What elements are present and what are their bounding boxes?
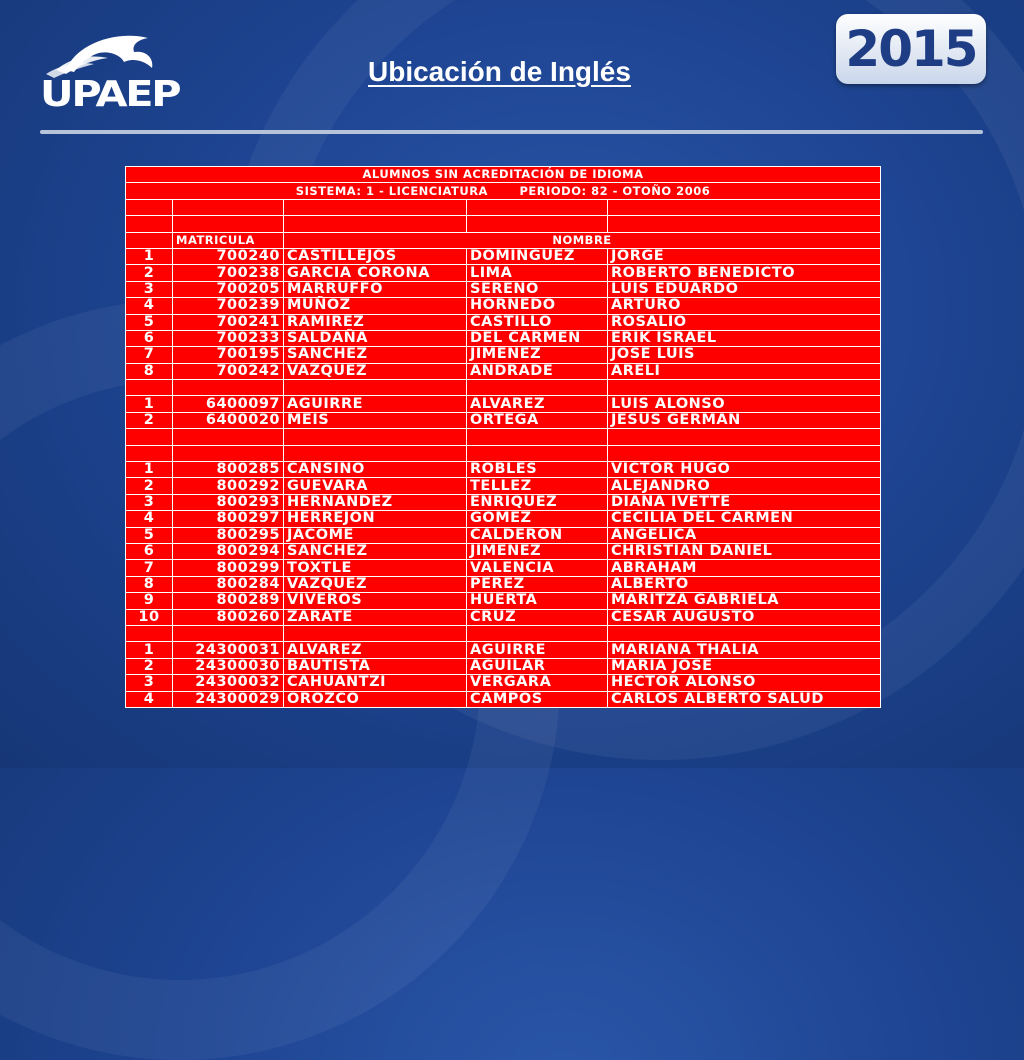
year-badge bbox=[836, 14, 986, 84]
row-surname-1 bbox=[284, 625, 467, 641]
table-row bbox=[126, 248, 881, 264]
row-surname-2 bbox=[467, 625, 608, 641]
row-given-names: ANGELICA bbox=[608, 527, 881, 543]
row-given-names bbox=[608, 429, 881, 445]
row-matricula: 6400020 bbox=[173, 412, 284, 428]
row-surname-2: ALVAREZ bbox=[467, 396, 608, 412]
row-surname-1 bbox=[284, 380, 467, 396]
row-given-names: ERIK ISRAEL bbox=[608, 330, 881, 346]
row-number: 7 bbox=[126, 347, 173, 363]
column-header-nombre: NOMBRE bbox=[284, 232, 881, 248]
row-number bbox=[126, 445, 173, 461]
row-surname-2: AGUILAR bbox=[467, 658, 608, 674]
row-surname-2: ROBLES bbox=[467, 462, 608, 478]
table-row bbox=[126, 494, 881, 510]
table-row bbox=[126, 380, 881, 396]
row-matricula: 6400097 bbox=[173, 396, 284, 412]
table-row bbox=[126, 281, 881, 297]
row-surname-1: GUEVARA bbox=[284, 478, 467, 494]
row-surname-1: MUÑOZ bbox=[284, 298, 467, 314]
row-surname-1: VAZQUEZ bbox=[284, 576, 467, 592]
row-surname-1: OROZCO bbox=[284, 691, 467, 707]
row-matricula: 700239 bbox=[173, 298, 284, 314]
row-surname-2: CAMPOS bbox=[467, 691, 608, 707]
row-given-names: JOSE LUIS bbox=[608, 347, 881, 363]
row-surname-1: VIVEROS bbox=[284, 593, 467, 609]
row-given-names bbox=[608, 380, 881, 396]
row-surname-1: AGUIRRE bbox=[284, 396, 467, 412]
row-matricula: 800284 bbox=[173, 576, 284, 592]
row-surname-2: CALDERON bbox=[467, 527, 608, 543]
row-given-names: ROBERTO BENEDICTO bbox=[608, 265, 881, 281]
row-matricula bbox=[173, 625, 284, 641]
row-matricula: 700240 bbox=[173, 248, 284, 264]
row-number bbox=[126, 625, 173, 641]
row-number: 4 bbox=[126, 298, 173, 314]
row-surname-1: SALDAÑA bbox=[284, 330, 467, 346]
row-surname-1: VAZQUEZ bbox=[284, 363, 467, 379]
row-surname-1: CAHUANTZI bbox=[284, 675, 467, 691]
row-given-names: DIANA IVETTE bbox=[608, 494, 881, 510]
row-matricula bbox=[173, 445, 284, 461]
row-given-names: CESAR AUGUSTO bbox=[608, 609, 881, 625]
row-given-names: ARELI bbox=[608, 363, 881, 379]
row-number: 6 bbox=[126, 543, 173, 559]
row-surname-2: HUERTA bbox=[467, 593, 608, 609]
row-given-names: JESUS GERMAN bbox=[608, 412, 881, 428]
table-row bbox=[126, 396, 881, 412]
table-row bbox=[126, 576, 881, 592]
row-matricula: 24300032 bbox=[173, 675, 284, 691]
row-matricula: 24300030 bbox=[173, 658, 284, 674]
row-surname-1: ZARATE bbox=[284, 609, 467, 625]
row-surname-2: JIMENEZ bbox=[467, 347, 608, 363]
row-matricula: 800295 bbox=[173, 527, 284, 543]
row-surname-1 bbox=[284, 445, 467, 461]
table-row bbox=[126, 330, 881, 346]
row-given-names: MARITZA GABRIELA bbox=[608, 593, 881, 609]
row-surname-2: AGUIRRE bbox=[467, 642, 608, 658]
row-number bbox=[126, 380, 173, 396]
row-matricula: 800293 bbox=[173, 494, 284, 510]
row-surname-2: DOMINGUEZ bbox=[467, 248, 608, 264]
row-number: 8 bbox=[126, 363, 173, 379]
column-header-matricula: MATRICULA bbox=[173, 232, 284, 248]
row-given-names: MARIA JOSE bbox=[608, 658, 881, 674]
row-surname-2 bbox=[467, 445, 608, 461]
badge-year-text: 2015 bbox=[845, 20, 977, 78]
row-surname-1: CASTILLEJOS bbox=[284, 248, 467, 264]
row-surname-2: DEL CARMEN bbox=[467, 330, 608, 346]
students-table bbox=[125, 166, 881, 708]
row-surname-1: SANCHEZ bbox=[284, 347, 467, 363]
row-number: 5 bbox=[126, 314, 173, 330]
row-given-names: LUIS ALONSO bbox=[608, 396, 881, 412]
row-number: 2 bbox=[126, 658, 173, 674]
row-surname-1: TOXTLE bbox=[284, 560, 467, 576]
row-number: 4 bbox=[126, 511, 173, 527]
row-surname-1: RAMIREZ bbox=[284, 314, 467, 330]
row-number: 4 bbox=[126, 691, 173, 707]
row-number: 8 bbox=[126, 576, 173, 592]
table-row bbox=[126, 593, 881, 609]
table-row bbox=[126, 560, 881, 576]
row-matricula: 700195 bbox=[173, 347, 284, 363]
row-given-names: MARIANA THALIA bbox=[608, 642, 881, 658]
table-row bbox=[126, 527, 881, 543]
row-surname-2: JIMENEZ bbox=[467, 543, 608, 559]
column-header-row bbox=[126, 232, 881, 248]
row-surname-2: VALENCIA bbox=[467, 560, 608, 576]
row-matricula bbox=[173, 429, 284, 445]
row-number bbox=[126, 429, 173, 445]
table-row bbox=[126, 625, 881, 641]
table-row bbox=[126, 363, 881, 379]
row-surname-1 bbox=[284, 429, 467, 445]
table-row bbox=[126, 429, 881, 445]
row-matricula: 700241 bbox=[173, 314, 284, 330]
row-surname-2 bbox=[467, 429, 608, 445]
page-title: Ubicación de Inglés bbox=[368, 56, 631, 87]
row-surname-1: BAUTISTA bbox=[284, 658, 467, 674]
row-given-names: ABRAHAM bbox=[608, 560, 881, 576]
row-surname-1: CANSINO bbox=[284, 462, 467, 478]
row-matricula: 24300029 bbox=[173, 691, 284, 707]
table-heading-row bbox=[126, 167, 881, 183]
row-matricula: 800289 bbox=[173, 593, 284, 609]
table-row bbox=[126, 265, 881, 281]
row-matricula: 800294 bbox=[173, 543, 284, 559]
row-number: 9 bbox=[126, 593, 173, 609]
row-surname-1: JACOME bbox=[284, 527, 467, 543]
row-number: 2 bbox=[126, 265, 173, 281]
row-surname-2: ENRIQUEZ bbox=[467, 494, 608, 510]
row-surname-2: ANDRADE bbox=[467, 363, 608, 379]
table-row bbox=[126, 412, 881, 428]
row-surname-2: ORTEGA bbox=[467, 412, 608, 428]
row-surname-1: HERNANDEZ bbox=[284, 494, 467, 510]
table-row bbox=[126, 511, 881, 527]
table-row bbox=[126, 658, 881, 674]
row-given-names: JORGE bbox=[608, 248, 881, 264]
row-given-names: HECTOR ALONSO bbox=[608, 675, 881, 691]
row-given-names: ARTURO bbox=[608, 298, 881, 314]
table-row bbox=[126, 298, 881, 314]
table-row bbox=[126, 199, 881, 215]
row-surname-1: HERREJON bbox=[284, 511, 467, 527]
row-number: 1 bbox=[126, 248, 173, 264]
row-number: 10 bbox=[126, 609, 173, 625]
row-number: 1 bbox=[126, 396, 173, 412]
table-row bbox=[126, 675, 881, 691]
row-matricula: 800297 bbox=[173, 511, 284, 527]
row-number: 7 bbox=[126, 560, 173, 576]
table-row bbox=[126, 543, 881, 559]
row-surname-2: CRUZ bbox=[467, 609, 608, 625]
row-number: 5 bbox=[126, 527, 173, 543]
row-given-names: VICTOR HUGO bbox=[608, 462, 881, 478]
row-number: 3 bbox=[126, 281, 173, 297]
row-surname-1: SANCHEZ bbox=[284, 543, 467, 559]
table-row bbox=[126, 609, 881, 625]
row-surname-1: MEIS bbox=[284, 412, 467, 428]
table-row bbox=[126, 478, 881, 494]
row-surname-1: ALVAREZ bbox=[284, 642, 467, 658]
logo-wordmark: UPAEP bbox=[40, 74, 180, 115]
row-number: 2 bbox=[126, 478, 173, 494]
row-matricula: 24300031 bbox=[173, 642, 284, 658]
row-matricula: 800260 bbox=[173, 609, 284, 625]
row-given-names: ROSALIO bbox=[608, 314, 881, 330]
row-matricula: 700238 bbox=[173, 265, 284, 281]
row-surname-2: HORNEDO bbox=[467, 298, 608, 314]
row-given-names bbox=[608, 625, 881, 641]
row-matricula: 800285 bbox=[173, 462, 284, 478]
row-surname-2: CASTILLO bbox=[467, 314, 608, 330]
row-given-names: LUIS EDUARDO bbox=[608, 281, 881, 297]
table-row bbox=[126, 642, 881, 658]
divider bbox=[40, 130, 983, 134]
row-matricula: 700205 bbox=[173, 281, 284, 297]
row-surname-2 bbox=[467, 380, 608, 396]
row-given-names: CECILIA DEL CARMEN bbox=[608, 511, 881, 527]
row-matricula: 700242 bbox=[173, 363, 284, 379]
row-number: 6 bbox=[126, 330, 173, 346]
row-surname-1: MARRUFFO bbox=[284, 281, 467, 297]
table-heading-row bbox=[126, 183, 881, 199]
row-number: 1 bbox=[126, 642, 173, 658]
row-matricula bbox=[173, 380, 284, 396]
row-surname-2: TELLEZ bbox=[467, 478, 608, 494]
table-row bbox=[126, 462, 881, 478]
row-surname-2: LIMA bbox=[467, 265, 608, 281]
row-surname-2: SERENO bbox=[467, 281, 608, 297]
table-row bbox=[126, 445, 881, 461]
row-given-names: ALBERTO bbox=[608, 576, 881, 592]
row-surname-1: GARCIA CORONA bbox=[284, 265, 467, 281]
row-matricula: 800299 bbox=[173, 560, 284, 576]
row-surname-2: PEREZ bbox=[467, 576, 608, 592]
row-number: 3 bbox=[126, 675, 173, 691]
row-number: 1 bbox=[126, 462, 173, 478]
table-heading-1: ALUMNOS SIN ACREDITACIÓN DE IDIOMA bbox=[126, 167, 881, 183]
row-matricula: 700233 bbox=[173, 330, 284, 346]
table-heading-2: SISTEMA: 1 - LICENCIATURA PERIODO: 82 - OTOÑO 2006 bbox=[126, 183, 881, 199]
row-surname-2: GOMEZ bbox=[467, 511, 608, 527]
row-given-names: ALEJANDRO bbox=[608, 478, 881, 494]
table-row bbox=[126, 691, 881, 707]
table-row bbox=[126, 314, 881, 330]
row-number: 3 bbox=[126, 494, 173, 510]
row-given-names: CARLOS ALBERTO SALUD bbox=[608, 691, 881, 707]
row-given-names: CHRISTIAN DANIEL bbox=[608, 543, 881, 559]
row-matricula: 800292 bbox=[173, 478, 284, 494]
row-given-names bbox=[608, 445, 881, 461]
table-row bbox=[126, 347, 881, 363]
row-surname-2: VERGARA bbox=[467, 675, 608, 691]
table-row bbox=[126, 216, 881, 232]
row-number: 2 bbox=[126, 412, 173, 428]
